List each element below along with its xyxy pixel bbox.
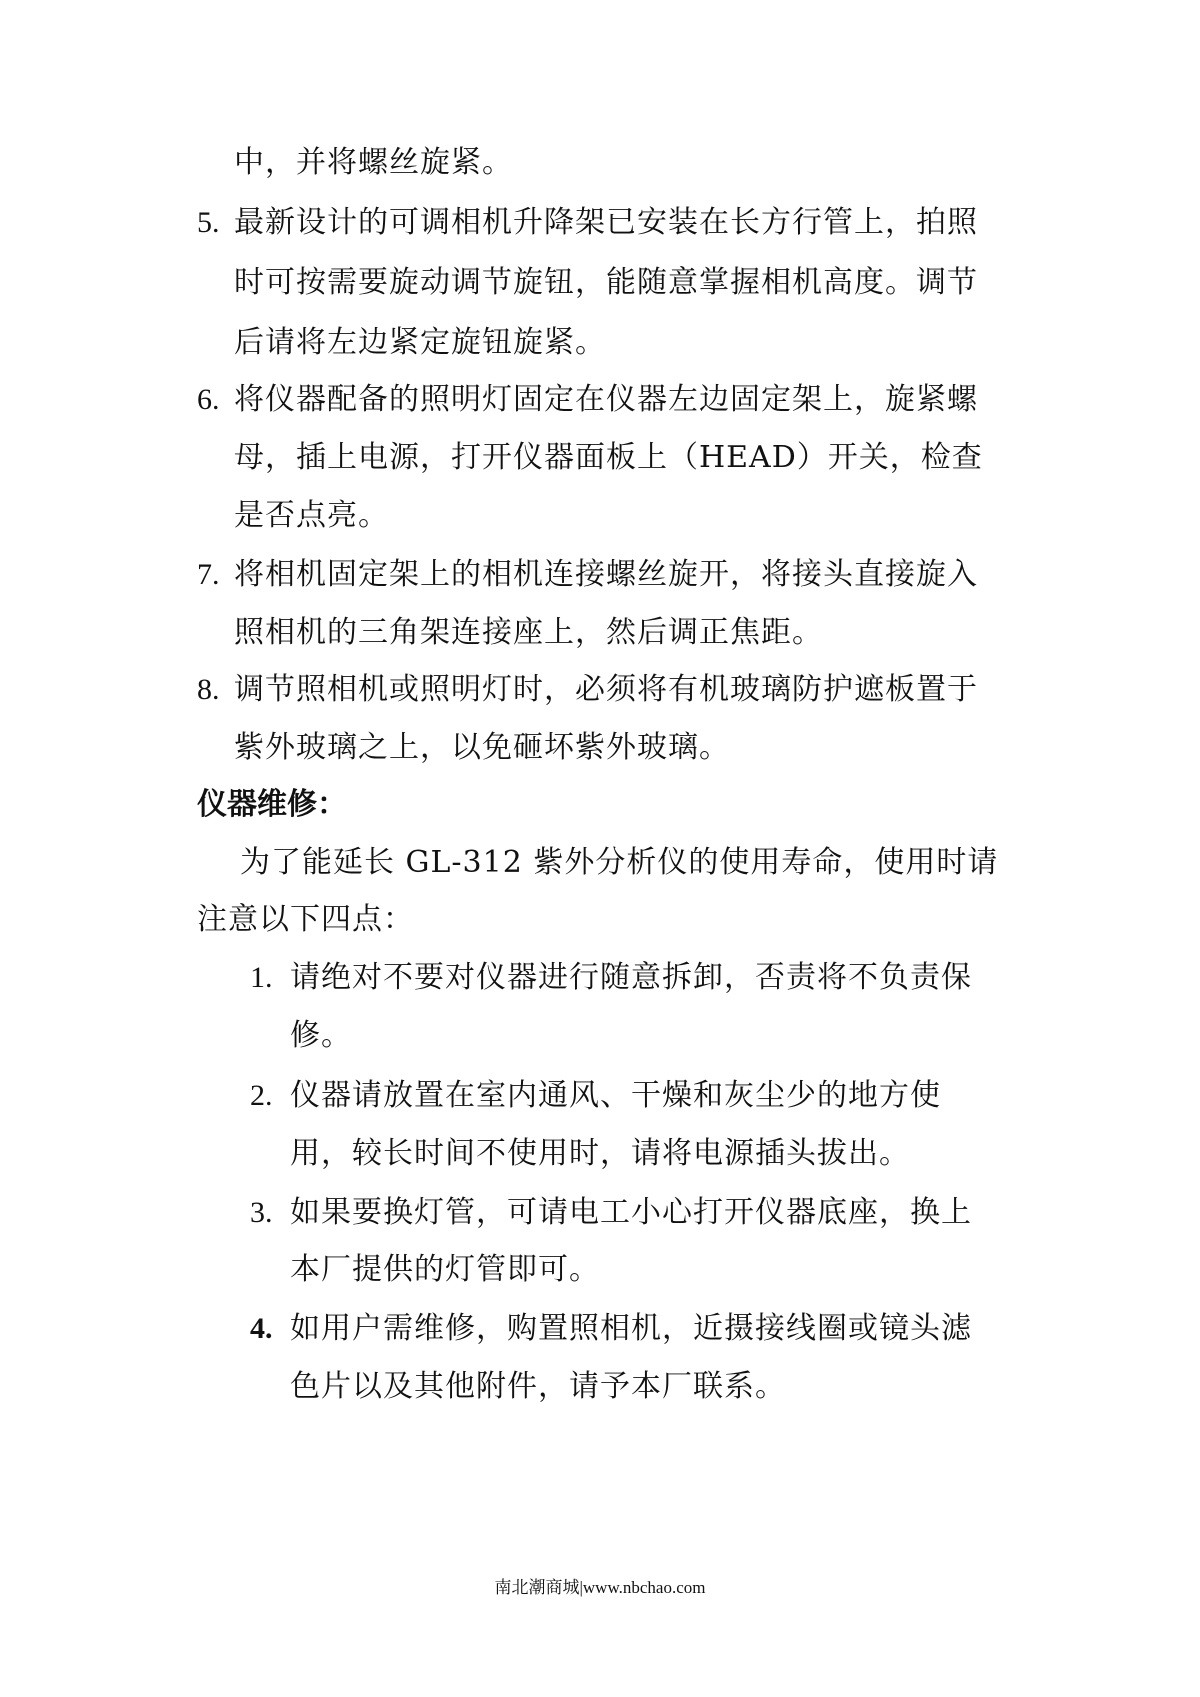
item-number: 6. — [197, 383, 220, 416]
item-line: 如果要换灯管，可请电工小心打开仪器底座，换上 — [290, 1195, 972, 1230]
item-line: 用，较长时间不使用时，请将电源插头拔出。 — [290, 1136, 910, 1171]
item-line: 是否点亮。 — [234, 498, 389, 533]
footer-watermark: 南北潮商城|www.nbchao.com — [494, 1578, 706, 1597]
item-line: 仪器请放置在室内通风、干燥和灰尘少的地方使 — [290, 1078, 941, 1113]
section-heading: 仪器维修： — [197, 787, 347, 822]
continuation-line: 中，并将螺丝旋紧。 — [234, 145, 513, 180]
item-line: 请绝对不要对仪器进行随意拆卸，否责将不负责保 — [290, 960, 972, 995]
item-number: 5. — [197, 206, 220, 239]
item-line: 色片以及其他附件，请予本厂联系。 — [290, 1369, 786, 1404]
item-line: 修。 — [290, 1018, 352, 1053]
item-line: 后请将左边紧定旋钮旋紧。 — [234, 325, 606, 360]
intro-line: 注意以下四点： — [197, 902, 414, 937]
item-line: 紫外玻璃之上，以免砸坏紫外玻璃。 — [234, 730, 730, 765]
item-line: 将相机固定架上的相机连接螺丝旋开，将接头直接旋入 — [234, 557, 978, 592]
item-line: 时可按需要旋动调节旋钮，能随意掌握相机高度。调节 — [234, 265, 978, 300]
item-number: 2. — [250, 1079, 273, 1112]
item-number: 1. — [250, 961, 273, 994]
item-number: 4. — [250, 1312, 273, 1345]
item-number: 3. — [250, 1196, 273, 1229]
item-line: 照相机的三角架连接座上，然后调正焦距。 — [234, 615, 823, 650]
item-line: 最新设计的可调相机升降架已安装在长方行管上，拍照 — [234, 205, 978, 240]
item-line: 本厂提供的灯管即可。 — [290, 1252, 600, 1287]
item-line: 调节照相机或照明灯时，必须将有机玻璃防护遮板置于 — [234, 672, 978, 707]
item-number: 7. — [197, 558, 220, 591]
item-line: 将仪器配备的照明灯固定在仪器左边固定架上，旋紧螺 — [234, 382, 978, 417]
item-line: 如用户需维修，购置照相机，近摄接线圈或镜头滤 — [290, 1311, 972, 1346]
item-number: 8. — [197, 673, 220, 706]
intro-line: 为了能延长 GL-312 紫外分析仪的使用寿命，使用时请 — [240, 845, 999, 880]
item-line: 母，插上电源，打开仪器面板上（HEAD）开关，检查 — [234, 440, 983, 475]
